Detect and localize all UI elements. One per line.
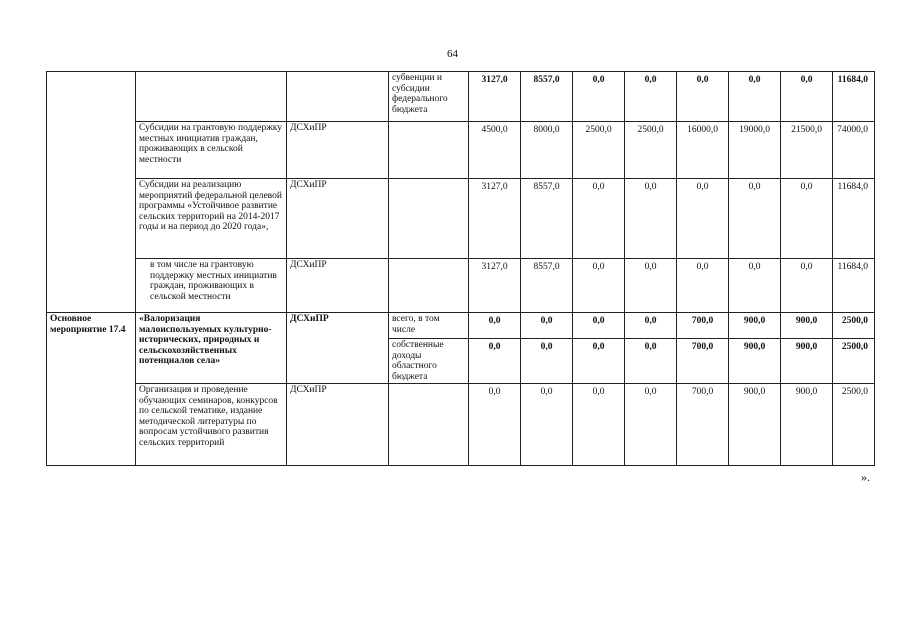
value-cell: 0,0 xyxy=(677,259,729,313)
value-cell: 2500,0 xyxy=(833,313,875,339)
value-cell: 0,0 xyxy=(469,339,521,384)
source-cell: субвенции и субсидии федерального бюджета xyxy=(389,72,469,122)
value-cell: 2500,0 xyxy=(833,339,875,384)
value-cell: 0,0 xyxy=(625,384,677,466)
value-cell: 900,0 xyxy=(729,339,781,384)
source-cell xyxy=(389,179,469,259)
table-row xyxy=(47,72,875,122)
value-cell: 0,0 xyxy=(625,313,677,339)
value-cell: 8557,0 xyxy=(521,179,573,259)
value-cell: 0,0 xyxy=(573,259,625,313)
value-cell: 0,0 xyxy=(677,179,729,259)
value-cell: 0,0 xyxy=(781,179,833,259)
closing-quote: ». xyxy=(861,470,870,484)
measure-cell xyxy=(47,72,136,313)
name-cell: Организация и проведение обучающих семинаров, конкурсов по сельской тематике, издание методической литературы по вопросам устойчивого развития сельских территорий xyxy=(136,384,287,466)
table-row xyxy=(47,179,875,259)
value-cell: 19000,0 xyxy=(729,122,781,179)
budget-table xyxy=(46,71,875,466)
value-cell: 0,0 xyxy=(781,259,833,313)
value-cell: 16000,0 xyxy=(677,122,729,179)
value-cell: 2500,0 xyxy=(573,122,625,179)
executor-cell: ДСХиПР xyxy=(287,313,389,384)
source-cell xyxy=(389,384,469,466)
value-cell: 900,0 xyxy=(781,313,833,339)
executor-cell: ДСХиПР xyxy=(287,259,389,313)
value-cell: 900,0 xyxy=(729,384,781,466)
source-cell: всего, в том числе xyxy=(389,313,469,339)
value-cell: 0,0 xyxy=(469,384,521,466)
value-cell: 0,0 xyxy=(625,72,677,122)
value-cell: 2500,0 xyxy=(625,122,677,179)
value-cell: 0,0 xyxy=(573,72,625,122)
value-cell: 0,0 xyxy=(521,339,573,384)
value-cell: 3127,0 xyxy=(469,72,521,122)
value-cell: 0,0 xyxy=(521,384,573,466)
value-cell: 0,0 xyxy=(677,72,729,122)
table-row xyxy=(47,313,875,339)
value-cell: 8557,0 xyxy=(521,72,573,122)
value-cell: 11684,0 xyxy=(833,259,875,313)
table-row xyxy=(47,259,875,313)
value-cell: 11684,0 xyxy=(833,179,875,259)
value-cell: 3127,0 xyxy=(469,179,521,259)
page-number: 64 xyxy=(447,48,458,60)
value-cell: 0,0 xyxy=(729,72,781,122)
value-cell: 74000,0 xyxy=(833,122,875,179)
name-cell: в том числе на грантовую поддержку местных инициатив граждан, проживающих в сельской местности xyxy=(136,259,287,313)
value-cell: 0,0 xyxy=(625,179,677,259)
value-cell: 8000,0 xyxy=(521,122,573,179)
value-cell: 0,0 xyxy=(729,259,781,313)
value-cell: 0,0 xyxy=(521,313,573,339)
name-cell: Субсидии на грантовую поддержку местных инициатив граждан, проживающих в сельской местности xyxy=(136,122,287,179)
name-cell: Субсидии на реализацию мероприятий федеральной целевой программы «Устойчивое развитие сельских территорий на 2014-2017 годы и на период до 2020 года», xyxy=(136,179,287,259)
source-cell xyxy=(389,259,469,313)
value-cell: 0,0 xyxy=(625,339,677,384)
executor-cell xyxy=(287,72,389,122)
name-cell: «Валоризация малоиспользуемых культурно-исторических, природных и сельскохозяйственных потенциалов села» xyxy=(136,313,287,384)
value-cell: 0,0 xyxy=(573,313,625,339)
value-cell: 0,0 xyxy=(625,259,677,313)
name-cell xyxy=(136,72,287,122)
value-cell: 900,0 xyxy=(729,313,781,339)
source-cell: собственные доходы областного бюджета xyxy=(389,339,469,384)
value-cell: 11684,0 xyxy=(833,72,875,122)
value-cell: 0,0 xyxy=(469,313,521,339)
value-cell: 0,0 xyxy=(729,179,781,259)
value-cell: 0,0 xyxy=(573,384,625,466)
value-cell: 8557,0 xyxy=(521,259,573,313)
executor-cell: ДСХиПР xyxy=(287,179,389,259)
value-cell: 3127,0 xyxy=(469,259,521,313)
value-cell: 700,0 xyxy=(677,339,729,384)
value-cell: 21500,0 xyxy=(781,122,833,179)
executor-cell: ДСХиПР xyxy=(287,384,389,466)
table-row xyxy=(47,122,875,179)
value-cell: 0,0 xyxy=(573,179,625,259)
value-cell: 900,0 xyxy=(781,339,833,384)
value-cell: 0,0 xyxy=(781,72,833,122)
value-cell: 0,0 xyxy=(573,339,625,384)
value-cell: 700,0 xyxy=(677,384,729,466)
executor-cell: ДСХиПР xyxy=(287,122,389,179)
source-cell xyxy=(389,122,469,179)
value-cell: 700,0 xyxy=(677,313,729,339)
table-row xyxy=(47,384,875,466)
measure-cell: Основное мероприятие 17.4 xyxy=(47,313,136,466)
value-cell: 2500,0 xyxy=(833,384,875,466)
value-cell: 900,0 xyxy=(781,384,833,466)
value-cell: 4500,0 xyxy=(469,122,521,179)
